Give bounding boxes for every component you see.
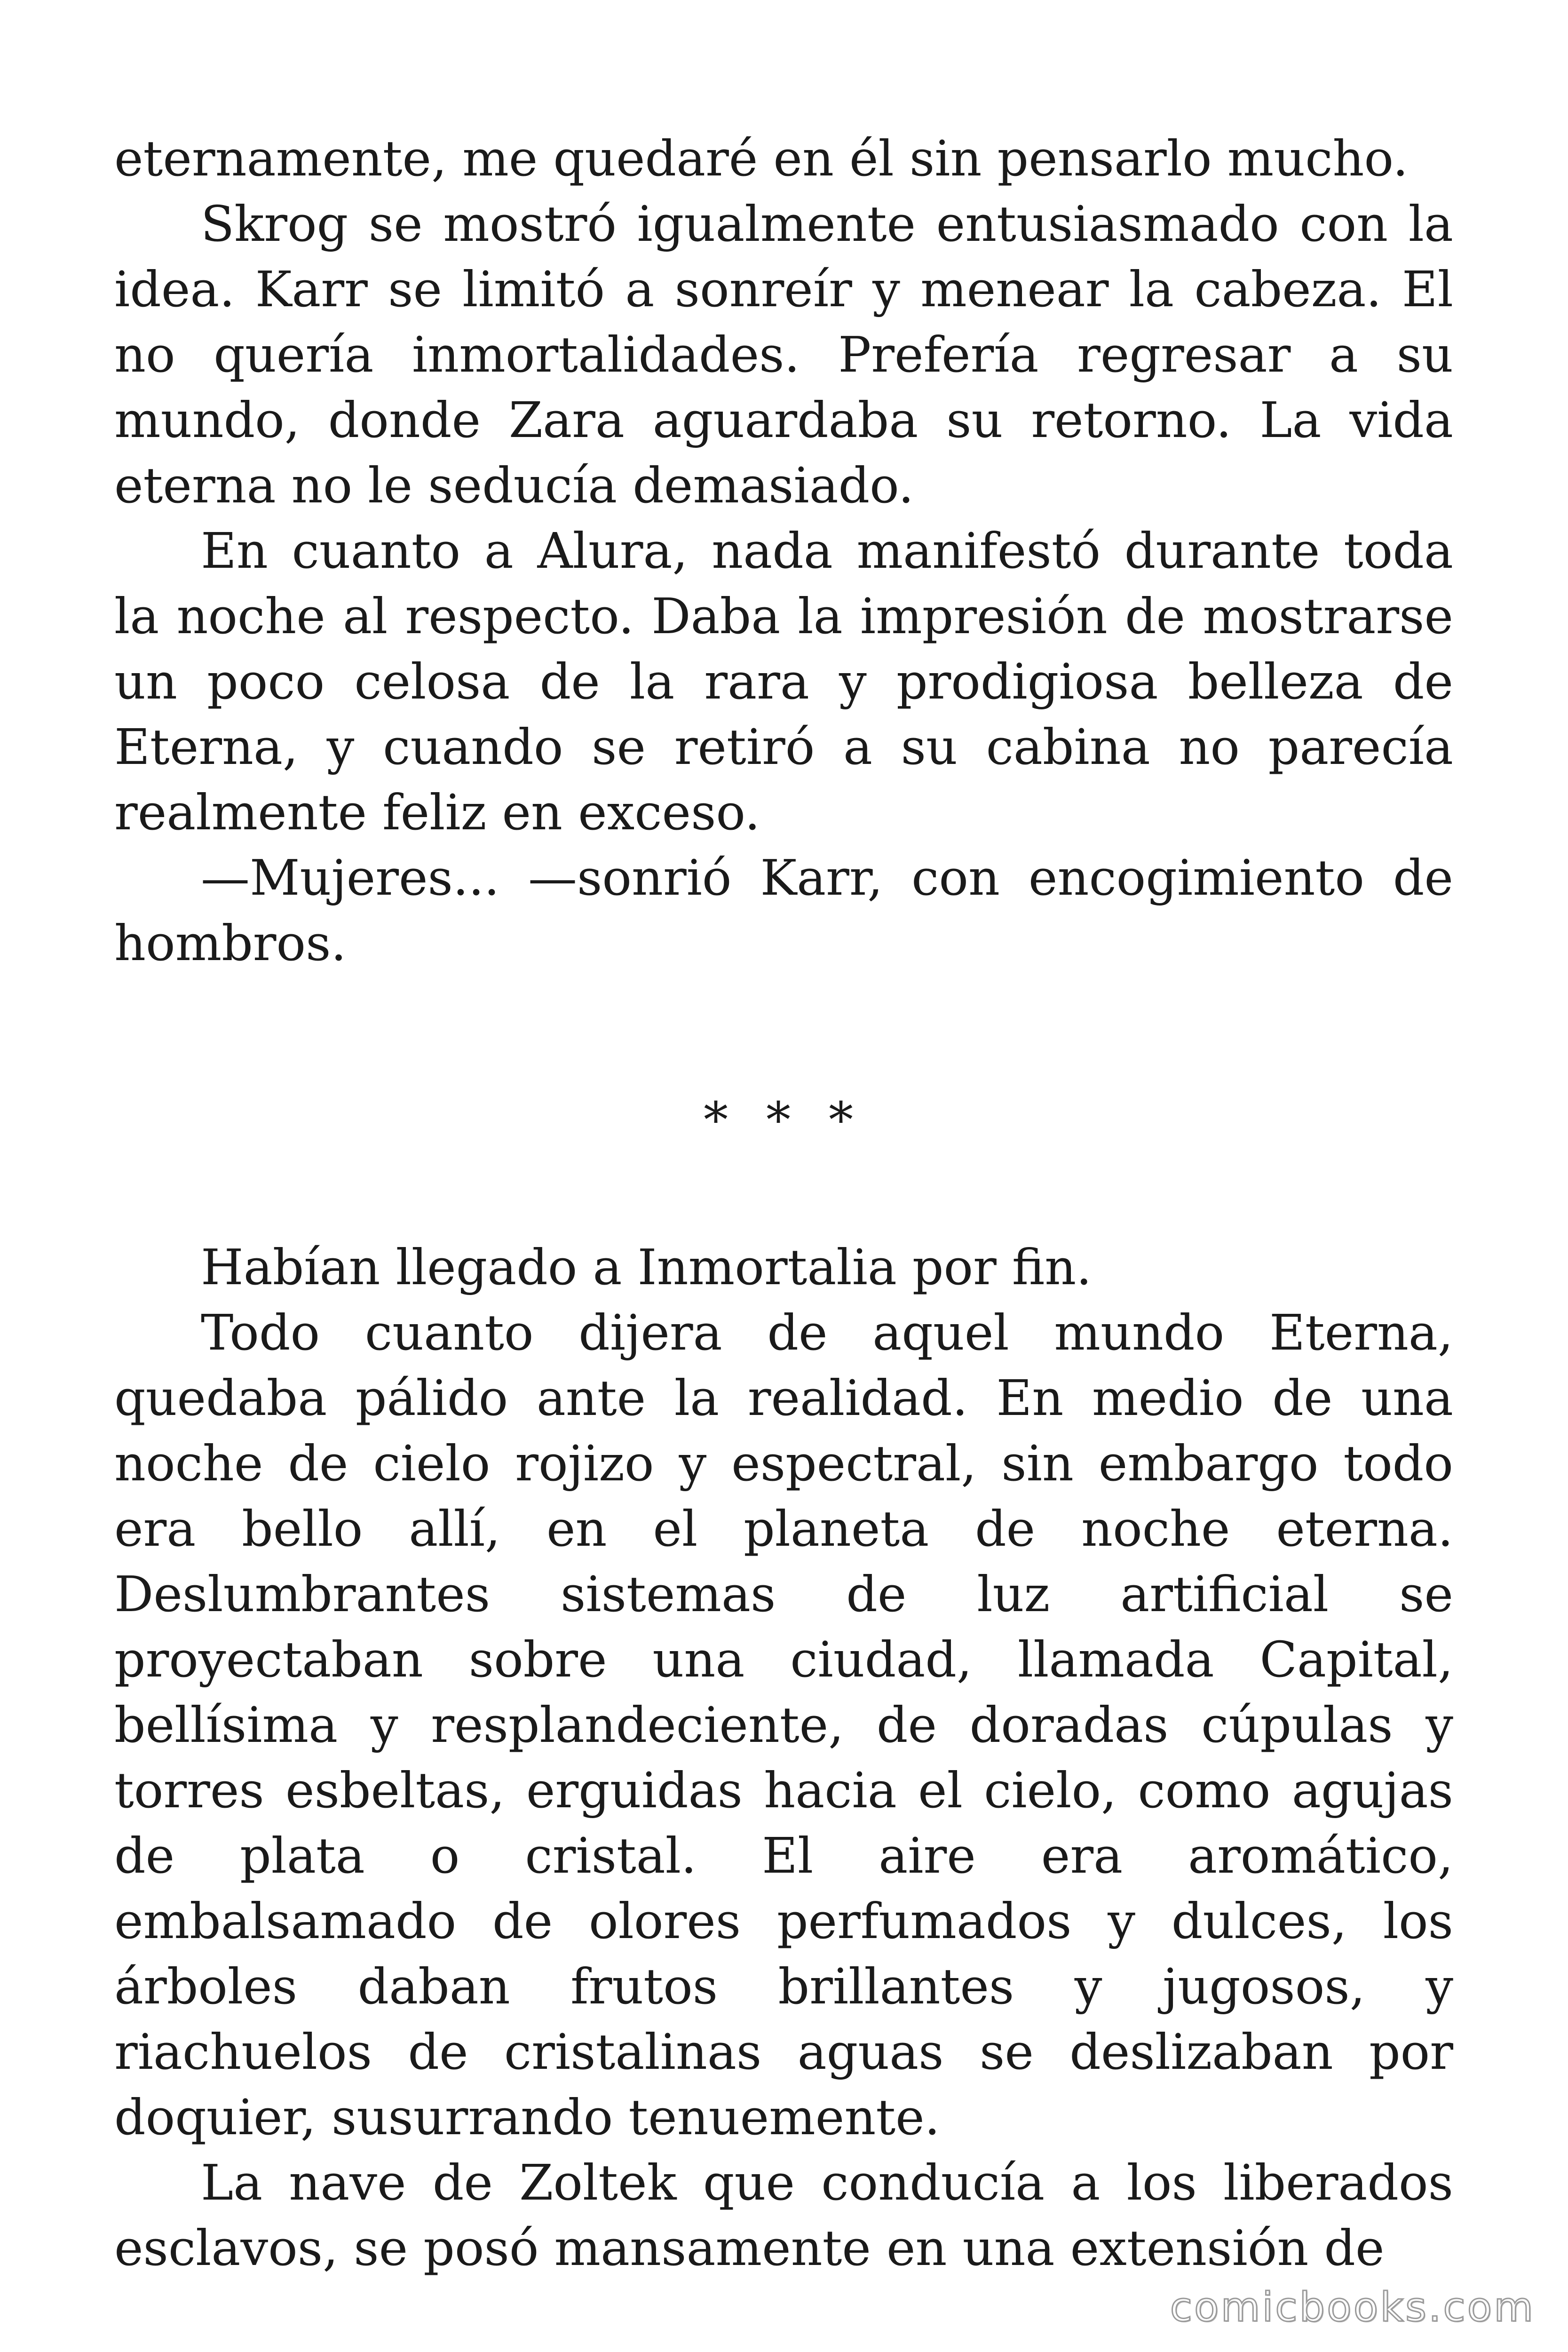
paragraph-continuation: eternamente, me quedaré en él sin pensarlo mucho. <box>114 130 1409 187</box>
text-block-top <box>114 126 1453 976</box>
paragraph: En cuanto a Alura, nada manifestó durante toda la noche al respecto. Daba la impresión de mostrarse un poco celosa de la rara y prodigiosa belleza de Eterna, y cuando se retiró a su cabina no parecía realmente feliz en exceso. <box>114 522 1453 841</box>
paragraph: Habían llegado a Inmortalia por fin. <box>201 1239 1092 1296</box>
paragraph: Skrog se mostró igualmente entusiasmado con la idea. Karr se limitó a sonreír y menear la cabeza. El no quería inmortalidades. Prefería regresar a su mundo, donde Zara aguardaba su retorno. La vida eterna no le seducía demasiado. <box>114 195 1453 514</box>
paragraph: La nave de Zoltek que conducía a los liberados esclavos, se posó mansamente en una extensión de <box>114 2154 1453 2277</box>
paragraph-dialogue: —Mujeres... —sonrió Karr, con encogimiento de hombros. <box>114 849 1453 972</box>
watermark: comicbooks.com <box>1170 2284 1535 2331</box>
scene-break: * * * <box>703 1091 865 1149</box>
text-block-bottom <box>114 1235 1453 2281</box>
paragraph: Todo cuanto dijera de aquel mundo Eterna, quedaba pálido ante la realidad. En medio de una noche de cielo rojizo y espectral, sin embargo todo era bello allí, en el planeta de noche eterna. Deslumbrantes sistemas de luz artificial se proyectaban sobre una ciudad, llamada Capital, bellísima y resplandeciente, de doradas cúpulas y torres esbeltas, erguidas hacia el cielo, como agujas de plata o cristal. El aire era aromático, embalsamado de olores perfumados y dulces, los árboles daban frutos brillantes y jugosos, y riachuelos de cristalinas aguas se deslizaban por doquier, susurrando tenuemente. <box>114 1304 1453 2146</box>
